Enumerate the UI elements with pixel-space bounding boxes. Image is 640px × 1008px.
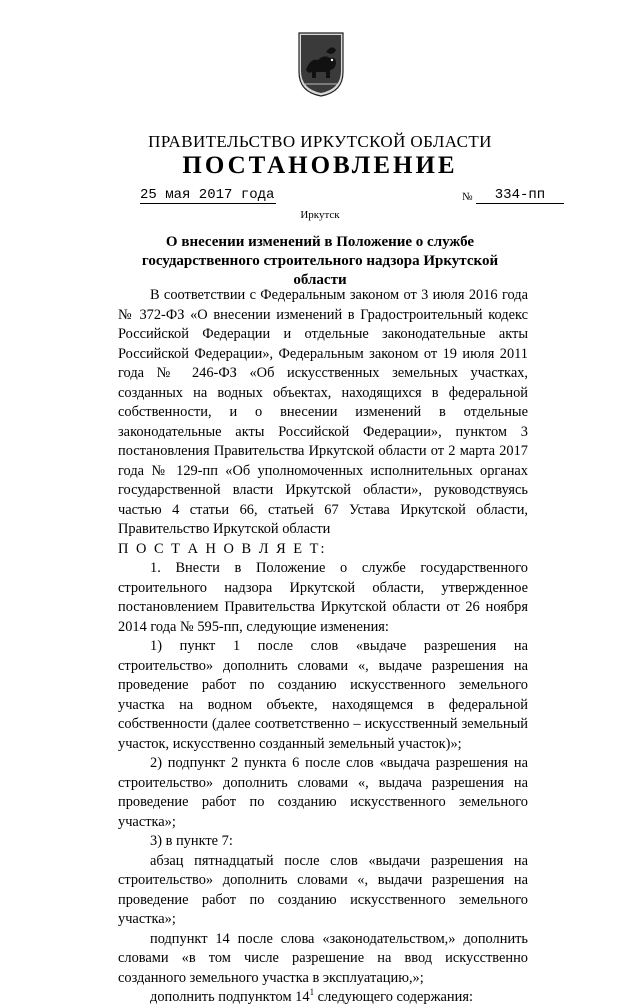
document-number: 334-пп xyxy=(476,187,564,204)
paragraph-1-1: 1) пункт 1 после слов «выдаче разрешения на строительство» дополнить словами «, выдаче разрешения на проведение работ по созданию искусственного земельного участка на водном объекте, находящемся в федеральной собственности (далее соответственно – искусственный земельный участок, искусственно созданный земельный участок)»; xyxy=(118,638,528,752)
paragraph-1-3c xyxy=(118,988,528,1008)
decree-word: П О С Т А Н О В Л Я Е Т: xyxy=(118,540,327,557)
paragraph-1-3c-tail: следующего содержания: xyxy=(314,989,473,1005)
government-name: ПРАВИТЕЛЬСТВО ИРКУТСКОЙ ОБЛАСТИ xyxy=(148,132,492,151)
document-type: ПОСТАНОВЛЕНИЕ xyxy=(182,152,458,179)
paragraph-1-3b: подпункт 14 после слова «законодательством,» дополнить словами «в том числе разрешение на ввод искусственно созданного земельного участка в эксплуатацию,»; xyxy=(118,930,528,986)
paragraph-1-3c-superscript: 1 xyxy=(309,987,315,998)
city: Иркутск xyxy=(300,209,340,221)
document-body xyxy=(118,286,528,1008)
document-date: 25 мая 2017 года xyxy=(140,187,275,203)
paragraph-1: 1. Внести в Положение о службе государственного строительного надзора Иркутской области, утвержденное постановлением Правительства Иркутской области от 26 ноября 2014 года № 595-пп, следующие изменения: xyxy=(118,560,528,635)
coat-of-arms-icon xyxy=(296,30,346,98)
number-sign: № xyxy=(462,191,473,203)
document-title: О внесении изменений в Положение о службе государственного строительного надзора Иркутской области xyxy=(141,234,499,288)
preamble-paragraph: В соответствии с Федеральным законом от 3 июля 2016 года № 372-ФЗ «О внесении изменений в Градостроительный кодекс Российской Федерации и отдельные законодательные акты Российской Федерации», Федеральным законом от 19 июля 2011 года № 246-ФЗ «Об искусственных земельных участках, созданных на водных объектах, находящихся в федеральной собственности, и о внесении изменений в отдельные законодательные акты Российской Федерации», пунктом 3 постановления Правительства Иркутской области от 2 марта 2017 года № 129-пп «Об уполномоченных исполнительных органах государственной власти Иркутской области», руководствуясь частью 4 статьи 66, статьей 67 Устава Иркутской области, Правительство Иркутской области xyxy=(118,287,528,537)
paragraph-1-2: 2) подпункт 2 пункта 6 после слов «выдача разрешения на строительство» дополнить словами «, выдача разрешения на проведение работ по созданию искусственного земельного участка»; xyxy=(118,755,528,830)
paragraph-1-3c-text: дополнить подпунктом 14 xyxy=(150,989,310,1005)
paragraph-1-3: 3) в пункте 7: xyxy=(150,833,233,849)
paragraph-1-3a: абзац пятнадцатый после слов «выдачи разрешения на строительство» дополнить словами «, выдачи разрешения на проведение работ по созданию искусственного земельного участка»; xyxy=(118,852,528,927)
